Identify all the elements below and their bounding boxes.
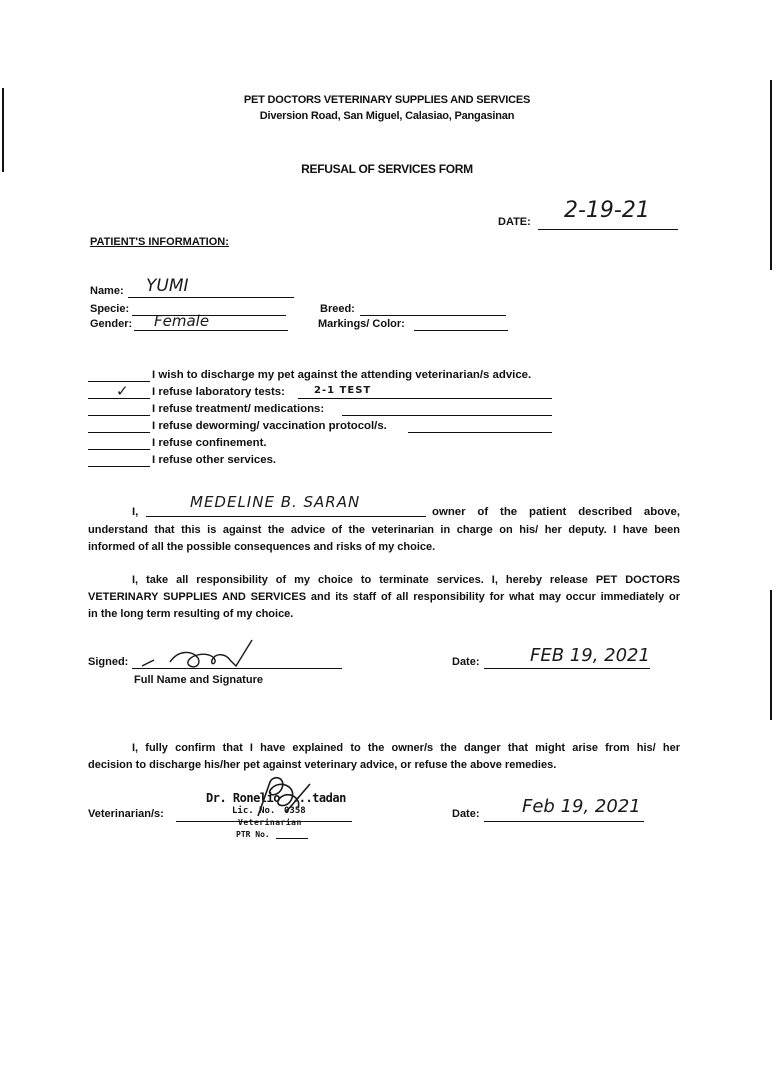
owner-name-line [146, 516, 426, 517]
specie-label: Specie: [90, 303, 130, 315]
signed-label: Signed: [88, 656, 129, 668]
release-line2: VETERINARY SUPPLIES AND SERVICES and its staff of all responsibility for what may occur immediately or [88, 591, 680, 603]
name-label: Name: [90, 285, 124, 297]
owner-statement-line3: informed of all the possible consequences and risks of my choice. [88, 541, 436, 553]
owner-signature-scribble [140, 636, 270, 676]
vet-stamp-lic: Lic. No. [232, 806, 276, 816]
signed-sublabel: Full Name and Signature [134, 674, 263, 686]
option-row [88, 368, 568, 385]
option-fill-value: 2-1 TEST [314, 385, 372, 396]
vet-stamp-name2: ...tadan [292, 791, 346, 805]
owner-name-value: MEDELINE B. SARAN [190, 493, 361, 511]
option-check-mark: ✓ [116, 382, 129, 400]
option-fill-line [342, 415, 552, 416]
gender-line [134, 330, 288, 331]
option-row [88, 436, 568, 453]
vet-stamp-name: Dr. Ronelio [206, 791, 280, 805]
owner-date-value: FEB 19, 2021 [530, 645, 650, 666]
option-text: I refuse other services. [152, 454, 277, 466]
option-text: I refuse deworming/ vaccination protocol/s. [152, 420, 387, 432]
option-row [88, 453, 568, 470]
company-name: PET DOCTORS VETERINARY SUPPLIES AND SERVICES [243, 94, 531, 106]
patient-heading: PATIENT'S INFORMATION: [90, 236, 229, 248]
option-check-line [88, 449, 150, 450]
name-line [128, 297, 294, 298]
markings-line [414, 330, 508, 331]
form-title: REFUSAL OF SERVICES FORM [301, 162, 473, 176]
breed-line [360, 315, 506, 316]
date-value: 2-19-21 [564, 198, 650, 223]
option-text: I refuse confinement. [152, 437, 267, 449]
vet-date-label: Date: [452, 808, 480, 820]
gender-label: Gender: [90, 318, 133, 330]
option-text: I wish to discharge my pet against the attending veterinarian/s advice. [152, 369, 532, 381]
option-fill-line [408, 432, 552, 433]
vet-ptr-line [276, 838, 308, 839]
vet-stamp-num: 0358 [284, 806, 306, 816]
option-row [88, 382, 568, 402]
breed-label: Breed: [320, 303, 355, 315]
option-text: I refuse laboratory tests: [152, 386, 285, 398]
option-check-line [88, 415, 150, 416]
vet-date-line [484, 821, 644, 822]
option-check-line [88, 432, 150, 433]
name-value: YUMI [146, 276, 189, 296]
vet-date-value: Feb 19, 2021 [522, 796, 641, 817]
date-label: DATE: [498, 216, 531, 228]
option-row [88, 419, 568, 436]
option-fill-line [298, 398, 552, 399]
vet-statement-line1: I, fully confirm that I have explained to the owner/s the danger that might arise from his/ her [132, 742, 680, 754]
vet-stamp-ptr: PTR No. [236, 830, 270, 839]
markings-label: Markings/ Color: [318, 318, 405, 330]
release-line3: in the long term resulting of my choice. [88, 608, 294, 620]
vet-statement-line2: decision to discharge his/her pet against veterinary advice, or refuse the above remedies. [88, 759, 557, 771]
owner-date-line [484, 668, 650, 669]
company-address: Diversion Road, San Miguel, Calasiao, Pangasinan [259, 110, 515, 122]
option-row [88, 402, 568, 419]
date-line [538, 229, 678, 230]
gender-value: Female [154, 312, 210, 330]
owner-date-label: Date: [452, 656, 480, 668]
scan-edge-right-low [770, 590, 772, 720]
option-check-line [88, 466, 150, 467]
owner-statement-suffix: owner of the patient described above, [432, 506, 680, 518]
owner-statement-line2: understand that this is against the advice of the veterinarian in charge on his/ her deputy. I have been [88, 524, 680, 536]
vet-stamp-role: Veterinarian [238, 818, 302, 827]
owner-statement-prefix: I, [132, 506, 139, 518]
option-text: I refuse treatment/ medications: [152, 403, 325, 415]
release-line1: I, take all responsibility of my choice to terminate services. I, hereby release PET DOCTORS [132, 574, 680, 586]
vet-label: Veterinarian/s: [88, 808, 164, 820]
